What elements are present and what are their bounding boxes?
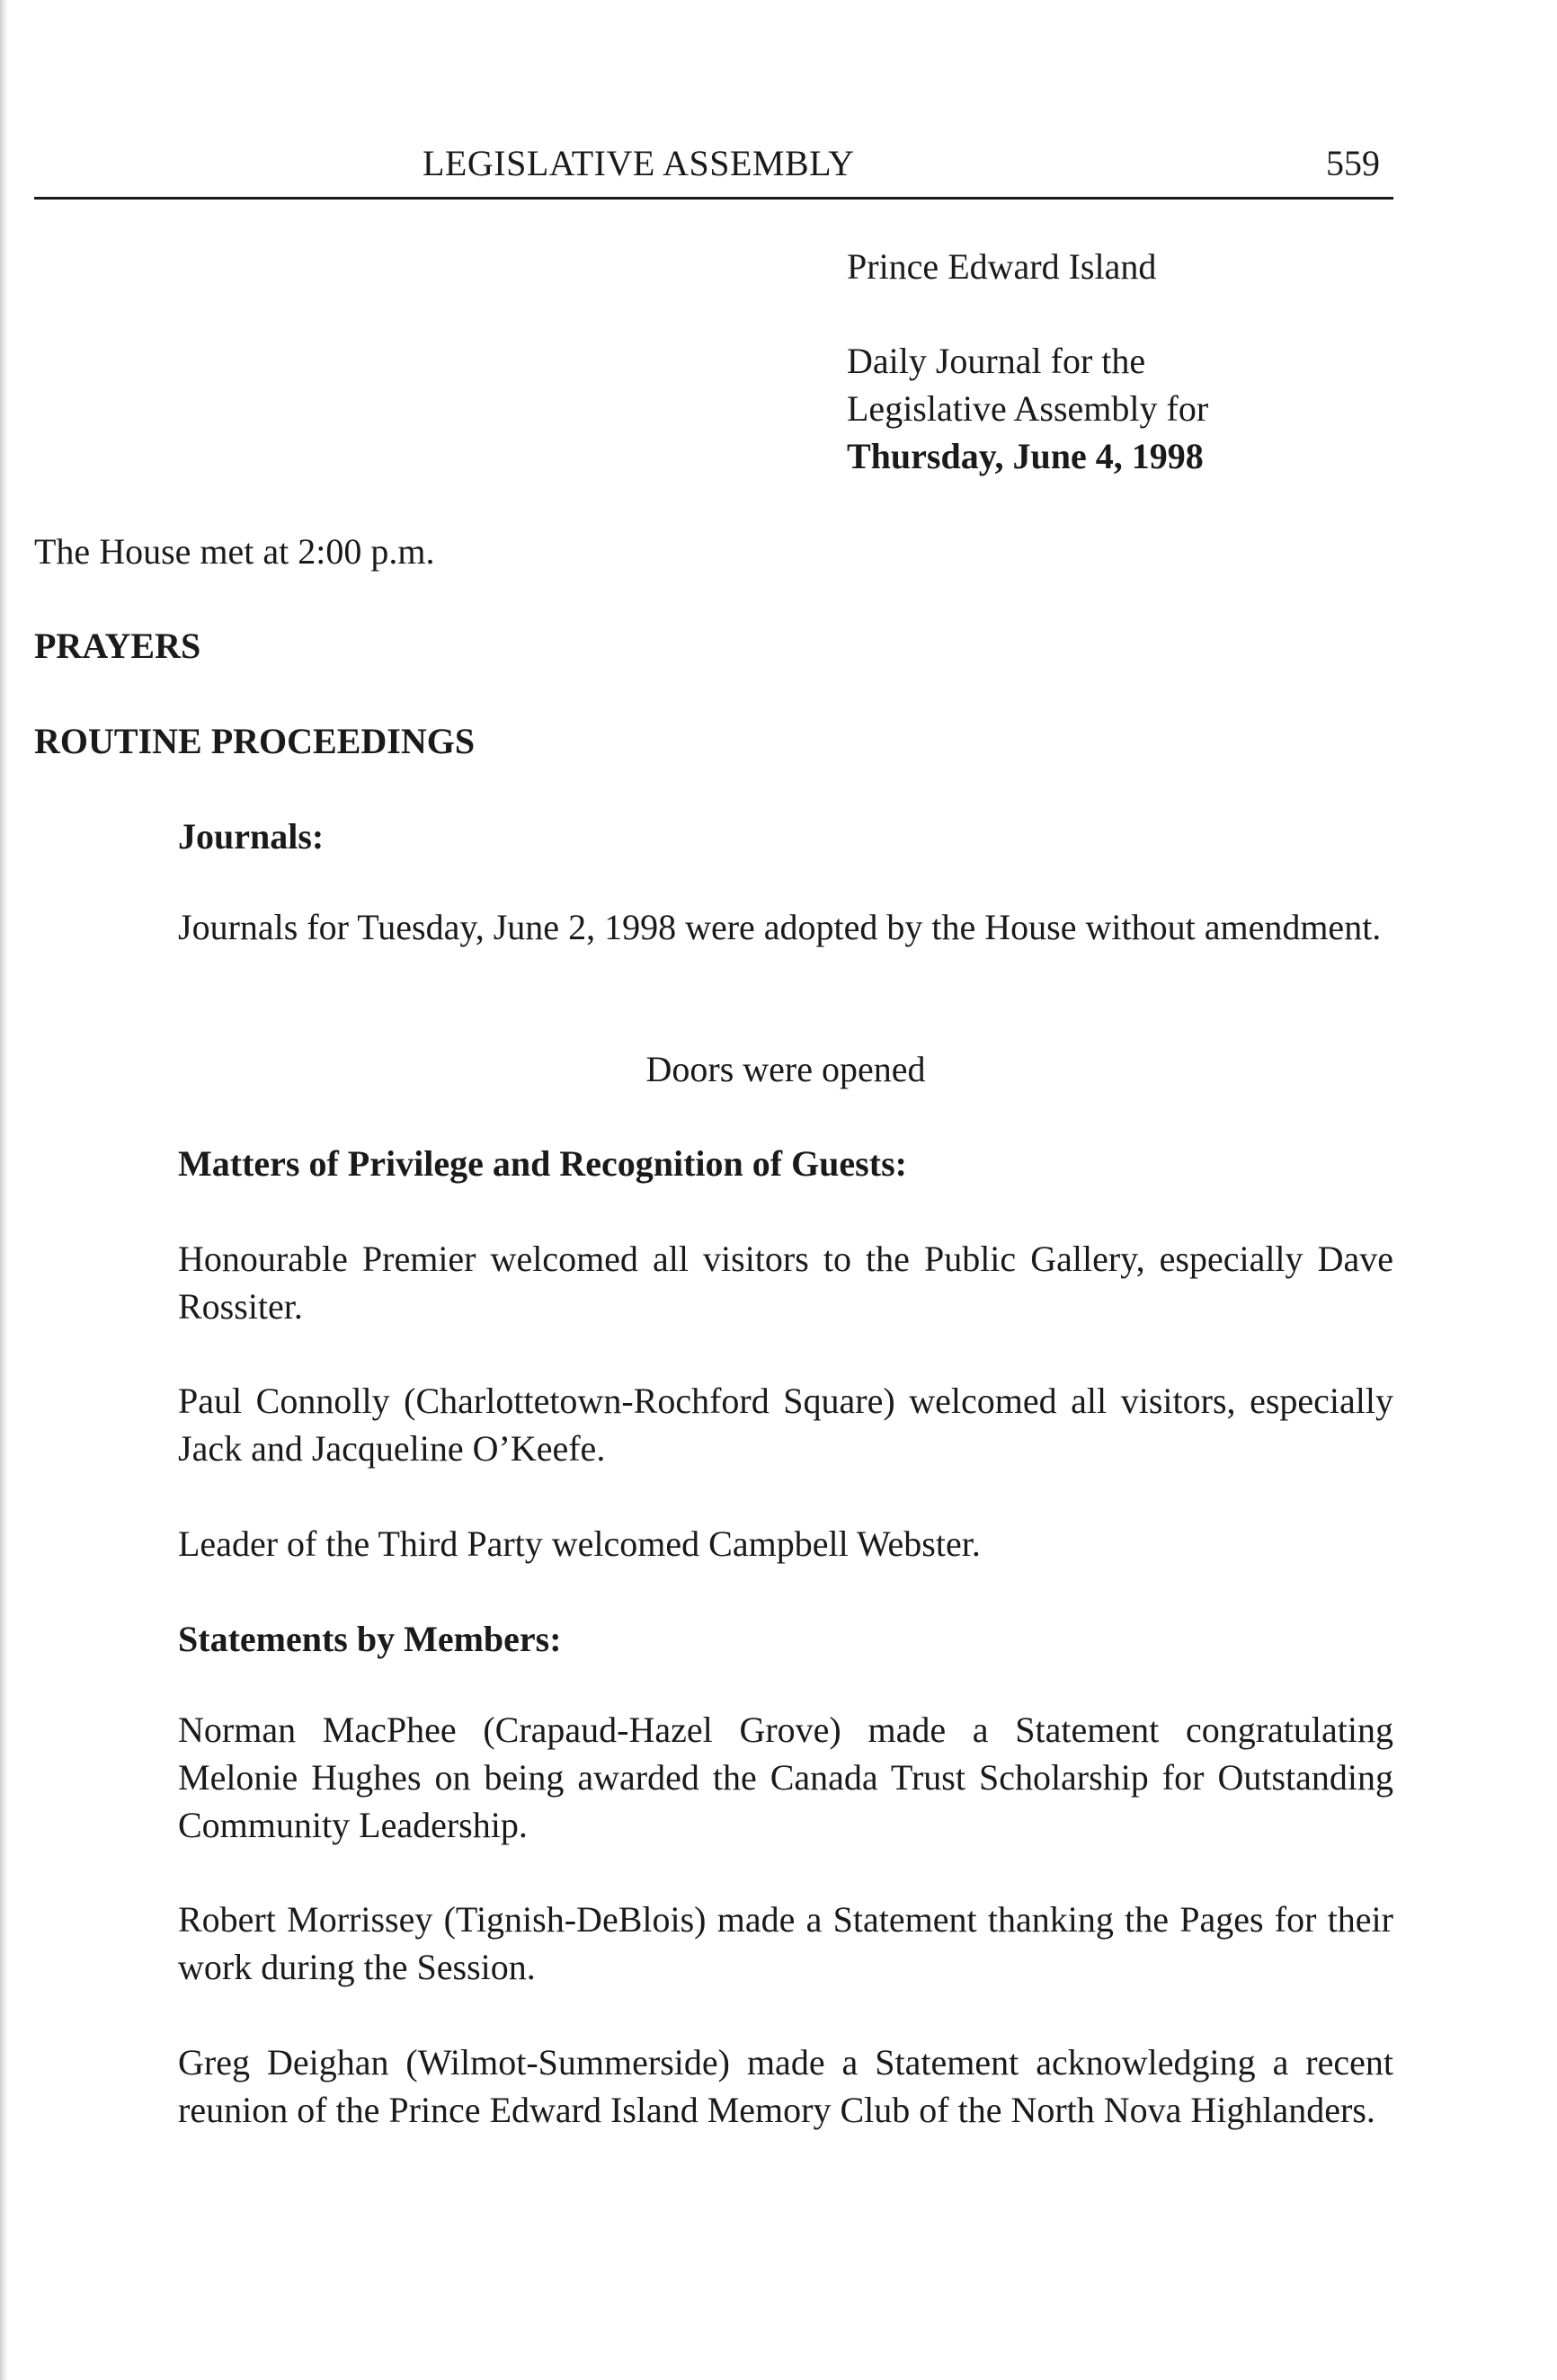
statement-item: Norman MacPhee (Crapaud-Hazel Grove) made a Statement congratulating Melonie Hughes on being awarded the Canada Trust Scholarship for Outstanding Community Leadership.	[178, 1710, 1393, 1845]
journal-title-line-2: Legislative Assembly for	[847, 388, 1209, 429]
routine-proceedings-heading: ROUTINE PROCEEDINGS	[34, 721, 476, 761]
doors-opened-line: Doors were opened	[645, 1049, 926, 1089]
house-met-line: The House met at 2:00 p.m.	[34, 531, 435, 572]
province-name: Prince Edward Island	[847, 246, 1157, 287]
statement-item: Greg Deighan (Wilmot-Summerside) made a Statement acknowledging a recent reunion of the Prince Edward Island Memory Club of the North Nova Highlanders.	[178, 2042, 1393, 2130]
privilege-item: Leader of the Third Party welcomed Campbell Webster.	[178, 1523, 981, 1564]
header-divider	[34, 197, 1393, 200]
running-header-title: LEGISLATIVE ASSEMBLY	[423, 143, 855, 183]
privilege-heading: Matters of Privilege and Recognition of Guests:	[178, 1143, 907, 1184]
journals-heading: Journals:	[178, 816, 325, 857]
statements-heading: Statements by Members:	[178, 1619, 562, 1659]
page-number: 559	[1326, 143, 1380, 183]
page-edge-shadow	[0, 0, 9, 2380]
prayers-heading: PRAYERS	[34, 626, 201, 666]
journals-paragraph: Journals for Tuesday, June 2, 1998 were adopted by the House without amendment.	[178, 907, 1382, 947]
journal-title-line-1: Daily Journal for the	[847, 341, 1146, 381]
privilege-item: Paul Connolly (Charlottetown-Rochford Square) welcomed all visitors, especially Jack and Jacqueline O’Keefe.	[178, 1381, 1393, 1469]
statement-item: Robert Morrissey (Tignish-DeBlois) made a Statement thanking the Pages for their work during the Session.	[178, 1899, 1393, 1987]
privilege-item: Honourable Premier welcomed all visitors to the Public Gallery, especially Dave Rossiter.	[178, 1239, 1393, 1327]
journal-date: Thursday, June 4, 1998	[847, 436, 1204, 476]
